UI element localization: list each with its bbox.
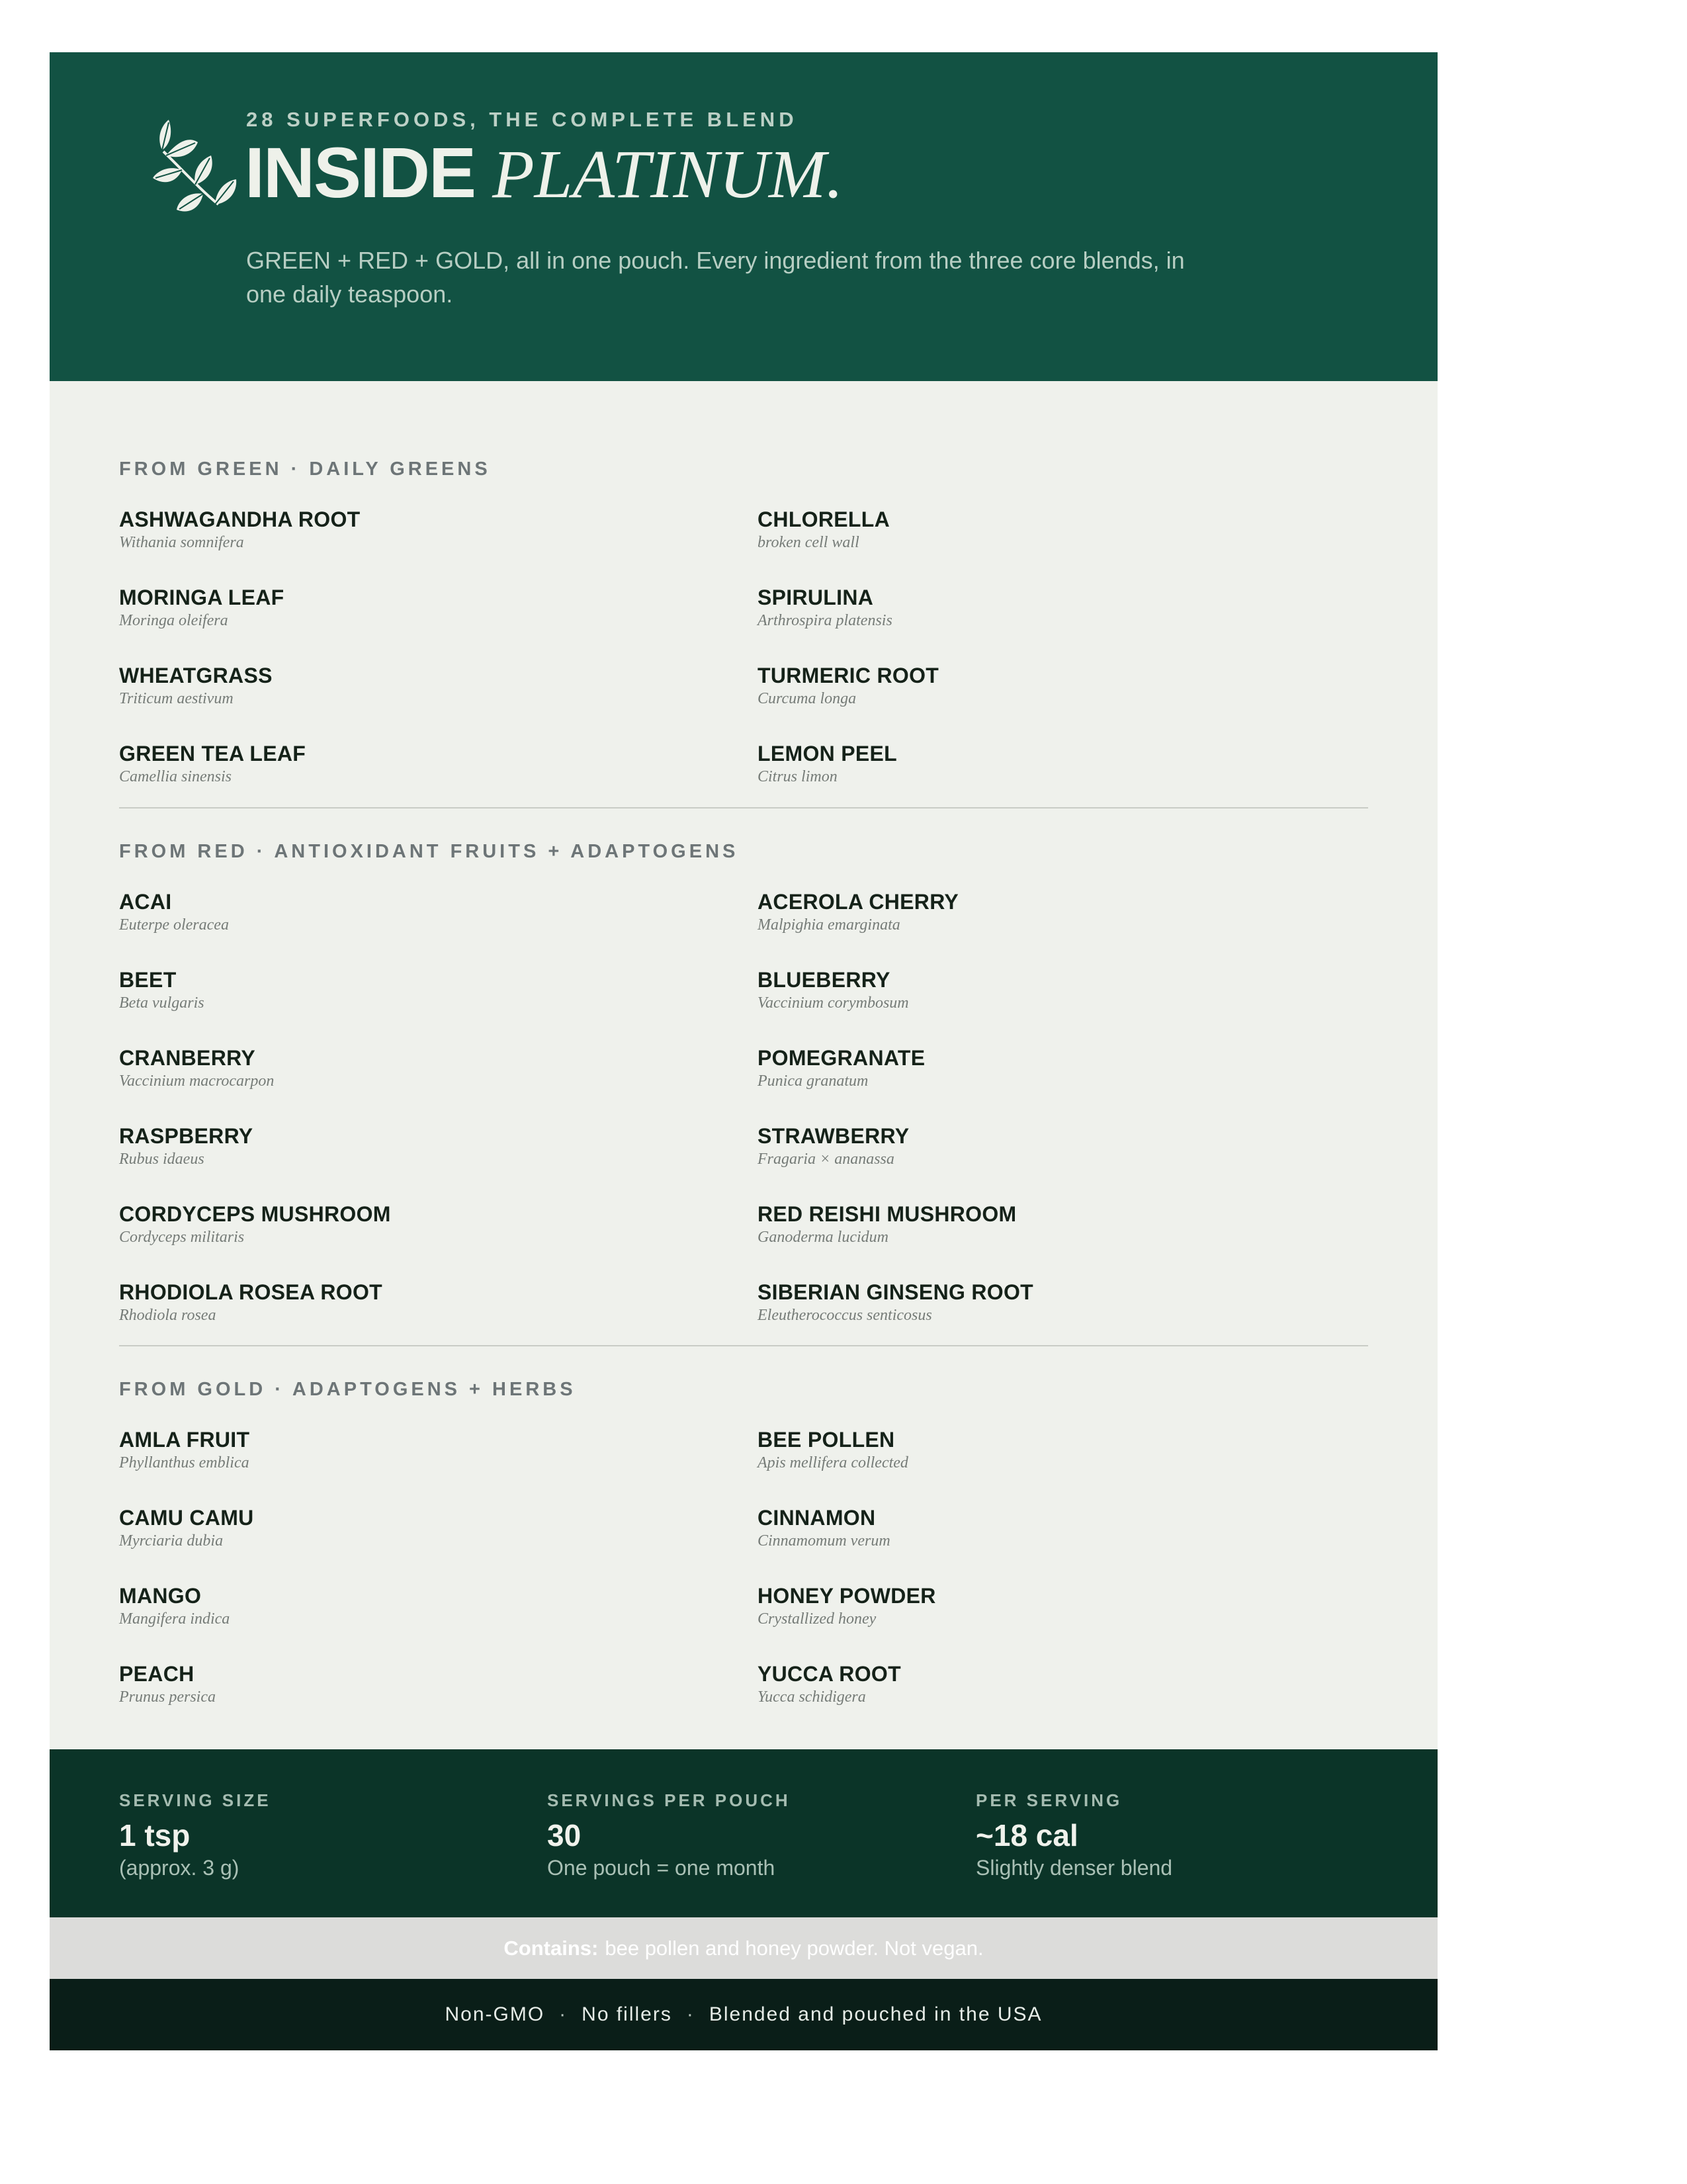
- ingredient-latin-name: Withania somnifera: [119, 534, 244, 551]
- stat-value: 1 tsp: [119, 1818, 191, 1853]
- title-emphasis: PLATINUM.: [492, 136, 844, 212]
- ingredient-latin-name: Ganoderma lucidum: [757, 1229, 888, 1246]
- footer-item-non-gmo: Non-GMO: [445, 2003, 545, 2025]
- title-strong: INSIDE: [245, 132, 476, 212]
- ingredient-name: ACEROLA CHERRY: [757, 890, 959, 914]
- page-title: [245, 132, 844, 212]
- ingredient-name: YUCCA ROOT: [757, 1662, 901, 1686]
- ingredient-latin-name: Rhodiola rosea: [119, 1307, 216, 1324]
- stat-per-serving: [976, 1790, 1172, 1880]
- ingredient-name: SIBERIAN GINSENG ROOT: [757, 1280, 1034, 1304]
- ingredient-name: RHODIOLA ROSEA ROOT: [119, 1280, 382, 1304]
- ingredient-item: [119, 585, 714, 631]
- header-subtitle: GREEN + RED + GOLD, all in one pouch. Every ingredient from the three core blends, in one daily teaspoon.: [246, 247, 1185, 308]
- ingredient-latin-name: Camellia sinensis: [119, 768, 232, 785]
- ingredient-name: STRAWBERRY: [757, 1124, 910, 1148]
- ingredient-latin-name: Apis mellifera collected: [757, 1454, 908, 1471]
- ingredient-latin-name: Cordyceps militaris: [119, 1229, 245, 1246]
- ingredient-latin-name: Citrus limon: [757, 768, 838, 785]
- ingredient-name: WHEATGRASS: [119, 664, 273, 687]
- section-label-green: FROM GREEN · DAILY GREENS: [119, 459, 491, 480]
- serving-stats-band: [50, 1749, 1438, 1917]
- section-label-red: FROM RED · ANTIOXIDANT FRUITS + ADAPTOGENS: [119, 841, 739, 862]
- ingredient-latin-name: Vaccinium macrocarpon: [119, 1072, 275, 1090]
- ingredient-name: POMEGRANATE: [757, 1046, 926, 1070]
- ingredient-item: [119, 1201, 714, 1247]
- ingredient-name: AMLA FRUIT: [119, 1428, 250, 1452]
- ingredient-name: BEE POLLEN: [757, 1428, 895, 1452]
- ingredient-item: [119, 1583, 714, 1629]
- ingredient-item: [757, 1280, 1353, 1325]
- header-banner: [50, 52, 1438, 381]
- stat-label: PER SERVING: [976, 1790, 1123, 1810]
- stat-note: Slightly denser blend: [976, 1856, 1173, 1880]
- ingredient-name: TURMERIC ROOT: [757, 664, 939, 687]
- ingredient-item: [119, 967, 714, 1013]
- ingredient-item: [757, 1123, 1353, 1169]
- ingredient-item: [757, 741, 1353, 787]
- ingredient-name: CRANBERRY: [119, 1046, 255, 1070]
- footer-item-origin: Blended and pouched in the USA: [709, 2003, 1043, 2025]
- ingredient-item: [119, 1280, 714, 1325]
- stat-serving-size: [119, 1790, 271, 1880]
- eyebrow-text: 28 SUPERFOODS, THE COMPLETE BLEND: [246, 108, 798, 131]
- ingredient-latin-name: Triticum aestivum: [119, 690, 234, 707]
- ingredient-name: GREEN TEA LEAF: [119, 742, 306, 765]
- ingredient-item: [757, 1045, 1353, 1091]
- ingredient-latin-name: broken cell wall: [757, 534, 859, 551]
- ingredient-latin-name: Vaccinium corymbosum: [757, 994, 909, 1012]
- ingredient-latin-name: Mangifera indica: [119, 1610, 230, 1628]
- section-label-gold: FROM GOLD · ADAPTOGENS + HERBS: [119, 1379, 576, 1400]
- ingredient-item: [119, 1505, 714, 1551]
- leaf-sprig-icon: [129, 105, 261, 238]
- ingredient-latin-name: Crystallized honey: [757, 1610, 877, 1628]
- ingredient-latin-name: Phyllanthus emblica: [119, 1454, 249, 1471]
- ingredient-latin-name: Rubus idaeus: [119, 1151, 204, 1168]
- ingredient-name: BLUEBERRY: [757, 968, 890, 992]
- section-divider: [119, 1345, 1368, 1346]
- ingredient-latin-name: Euterpe oleracea: [119, 916, 229, 934]
- ingredient-latin-name: Beta vulgaris: [119, 994, 204, 1012]
- allergen-notice: [50, 1917, 1438, 1979]
- footer-separator: ·: [559, 2003, 568, 2025]
- ingredient-item: [757, 1427, 1353, 1473]
- ingredient-item: [119, 507, 714, 552]
- section-divider: [119, 807, 1368, 808]
- ingredient-latin-name: Yucca schidigera: [757, 1688, 866, 1706]
- stat-note: One pouch = one month: [547, 1856, 775, 1880]
- stat-value: ~18 cal: [976, 1818, 1078, 1853]
- ingredient-name: HONEY POWDER: [757, 1584, 936, 1608]
- ingredient-item: [757, 889, 1353, 935]
- ingredient-item: [757, 663, 1353, 709]
- ingredient-item: [757, 585, 1353, 631]
- ingredient-item: [757, 1505, 1353, 1551]
- ingredient-latin-name: Eleutherococcus senticosus: [757, 1307, 932, 1324]
- allergen-text: bee pollen and honey powder. Not vegan.: [605, 1936, 984, 1960]
- ingredient-item: [757, 1583, 1353, 1629]
- ingredient-latin-name: Curcuma longa: [757, 690, 857, 707]
- ingredient-item: [119, 1427, 714, 1473]
- ingredient-name: ASHWAGANDHA ROOT: [119, 507, 361, 531]
- ingredient-item: [119, 1045, 714, 1091]
- ingredient-latin-name: Arthrospira platensis: [757, 612, 892, 629]
- ingredient-item: [757, 1201, 1353, 1247]
- ingredient-latin-name: Moringa oleifera: [119, 612, 228, 629]
- ingredient-latin-name: Prunus persica: [119, 1688, 216, 1706]
- ingredient-latin-name: Malpighia emarginata: [757, 916, 900, 934]
- ingredient-name: RASPBERRY: [119, 1124, 253, 1148]
- ingredient-item: [757, 1661, 1353, 1707]
- ingredient-item: [757, 967, 1353, 1013]
- ingredient-latin-name: Cinnamomum verum: [757, 1532, 890, 1550]
- ingredient-item: [119, 741, 714, 787]
- ingredient-latin-name: Myrciaria dubia: [119, 1532, 224, 1550]
- ingredient-item: [119, 663, 714, 709]
- ingredient-name: MORINGA LEAF: [119, 586, 284, 609]
- stat-note: (approx. 3 g): [119, 1856, 239, 1880]
- ingredient-name: LEMON PEEL: [757, 742, 898, 765]
- ingredients-body: [50, 381, 1438, 1749]
- ingredient-name: BEET: [119, 968, 177, 992]
- ingredient-name: RED REISHI MUSHROOM: [757, 1202, 1017, 1226]
- footer-badges: [50, 1979, 1438, 2050]
- ingredient-item: [119, 1123, 714, 1169]
- ingredient-item: [119, 1661, 714, 1707]
- footer-separator: ·: [686, 2003, 695, 2025]
- ingredient-latin-name: Fragaria × ananassa: [757, 1151, 894, 1168]
- ingredient-item: [757, 507, 1353, 552]
- ingredient-name: CAMU CAMU: [119, 1506, 254, 1530]
- ingredient-item: [119, 889, 714, 935]
- ingredient-latin-name: Punica granatum: [757, 1072, 869, 1090]
- ingredient-name: CINNAMON: [757, 1506, 876, 1530]
- stat-value: 30: [547, 1818, 582, 1853]
- ingredient-name: PEACH: [119, 1662, 195, 1686]
- stat-label: SERVINGS PER POUCH: [547, 1790, 791, 1810]
- document-sheet: [50, 52, 1438, 2050]
- allergen-label: Contains:: [503, 1936, 599, 1960]
- ingredient-name: SPIRULINA: [757, 586, 874, 609]
- ingredient-name: ACAI: [119, 890, 172, 914]
- ingredient-name: CHLORELLA: [757, 507, 890, 531]
- ingredient-name: CORDYCEPS MUSHROOM: [119, 1202, 391, 1226]
- stat-label: SERVING SIZE: [119, 1790, 271, 1810]
- stat-servings-per-pouch: [547, 1790, 791, 1880]
- ingredient-name: MANGO: [119, 1584, 202, 1608]
- footer-item-no-fillers: No fillers: [582, 2003, 672, 2025]
